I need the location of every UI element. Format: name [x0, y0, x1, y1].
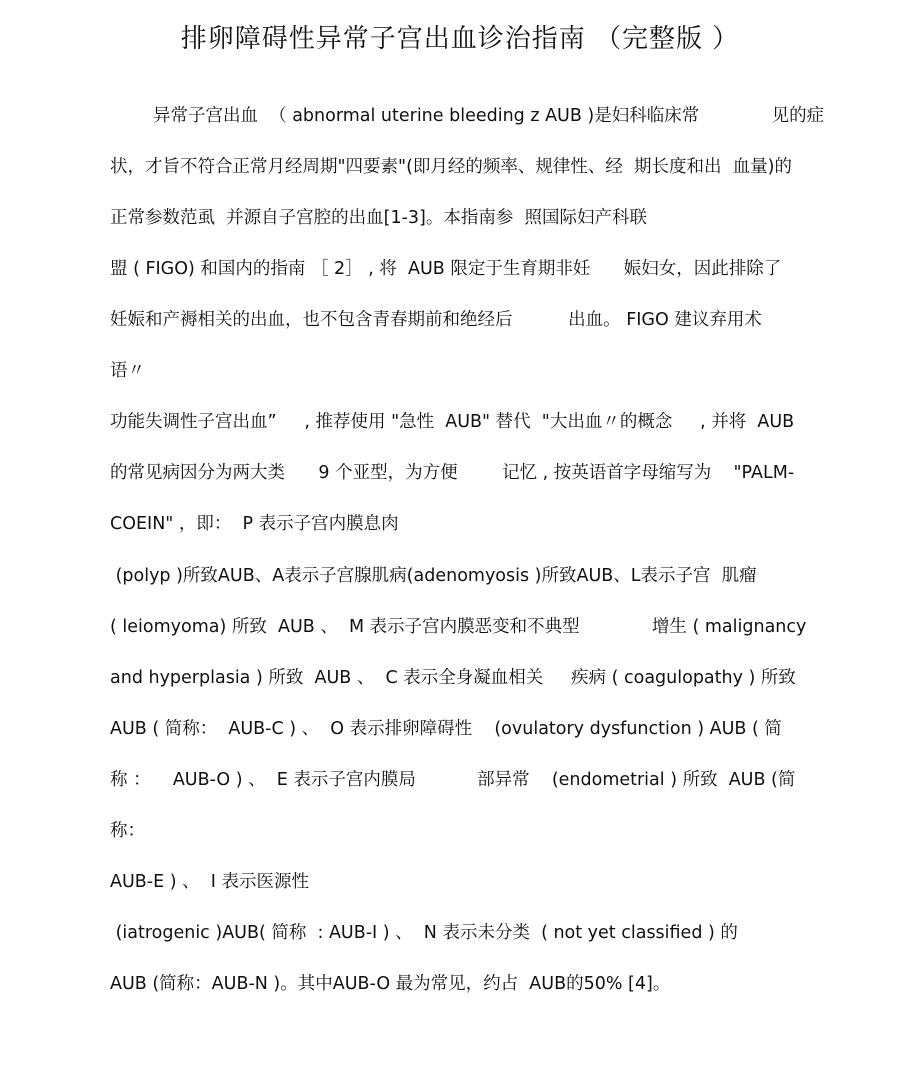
body-line: (iatrogenic )AUB( 简称 : AUB-I ) 、 N 表示未分类 ( not yet classified ) 的 [110, 923, 738, 943]
body-line: AUB (简称：AUB-N )。其中AUB-O 最为常见，约占 AUB的50% [4]。 [110, 974, 671, 994]
body-line: COEIN" ，即： P 表示子宫内膜息肉 [110, 514, 399, 534]
body-line: (polyp )所致AUB、A表示子宫腺肌病(adenomyosis )所致AUB、L表示子宫 肌瘤 [110, 566, 757, 586]
body-line: 盟 ( FIGO) 和国内的指南 ［ 2］ , 将 AUB 限定于生育期非妊 娠妇女，因此排除了 [110, 259, 782, 279]
body-line: ( leiomyoma) 所致 AUB 、 M 表示子宫内膜恶变和不典型 增生 ( malignancy [110, 617, 807, 637]
body-line: AUB-E ) 、 I 表示医源性 [110, 872, 309, 892]
body-line: 称： [110, 821, 145, 841]
body-line: 正常参数范虱 并源自子宫腔的出血[1-3]。本指南参 照国际妇产科联 [110, 208, 647, 228]
body-line: AUB ( 简称： AUB-C ) 、 O 表示排卵障碍性 (ovulatory dysfunction ) AUB ( 简 [110, 719, 782, 739]
body-line: 的常见病因分为两大类 9 个亚型，为方便 记忆 , 按英语首字母缩写为 "PALM- [110, 463, 795, 483]
body-line: 功能失调性子宫出血” , 推荐使用 "急性 AUB" 替代 "大出血〃的概念 , 并将 AUB [110, 412, 795, 432]
body-line: 妊娠和产褥相关的出血，也不包含青春期前和绝经后 出血。 FIGO 建议弃用术 [110, 310, 762, 330]
body-line: 异常子宫出血 （ abnormal uterine bleeding z AUB )是妇科临床常 见的症 [153, 106, 825, 126]
body-line: and hyperplasia ) 所致 AUB 、 C 表示全身凝血相关 疾病 ( coagulopathy ) 所致 [110, 668, 796, 688]
body-line: 语〃 [110, 361, 145, 381]
body-line: 称 ： AUB-O ) 、 E 表示子宫内膜局 部异常 (endometrial ) 所致 AUB (简 [110, 770, 796, 790]
body-line: 状，才旨不符合正常月经周期"四要素"(即月经的频率、规律性、经 期长度和出 血量)的 [110, 157, 793, 177]
document-title: 排卵障碍性异常子宫出血诊治指南 （完整版 ） [180, 24, 740, 54]
